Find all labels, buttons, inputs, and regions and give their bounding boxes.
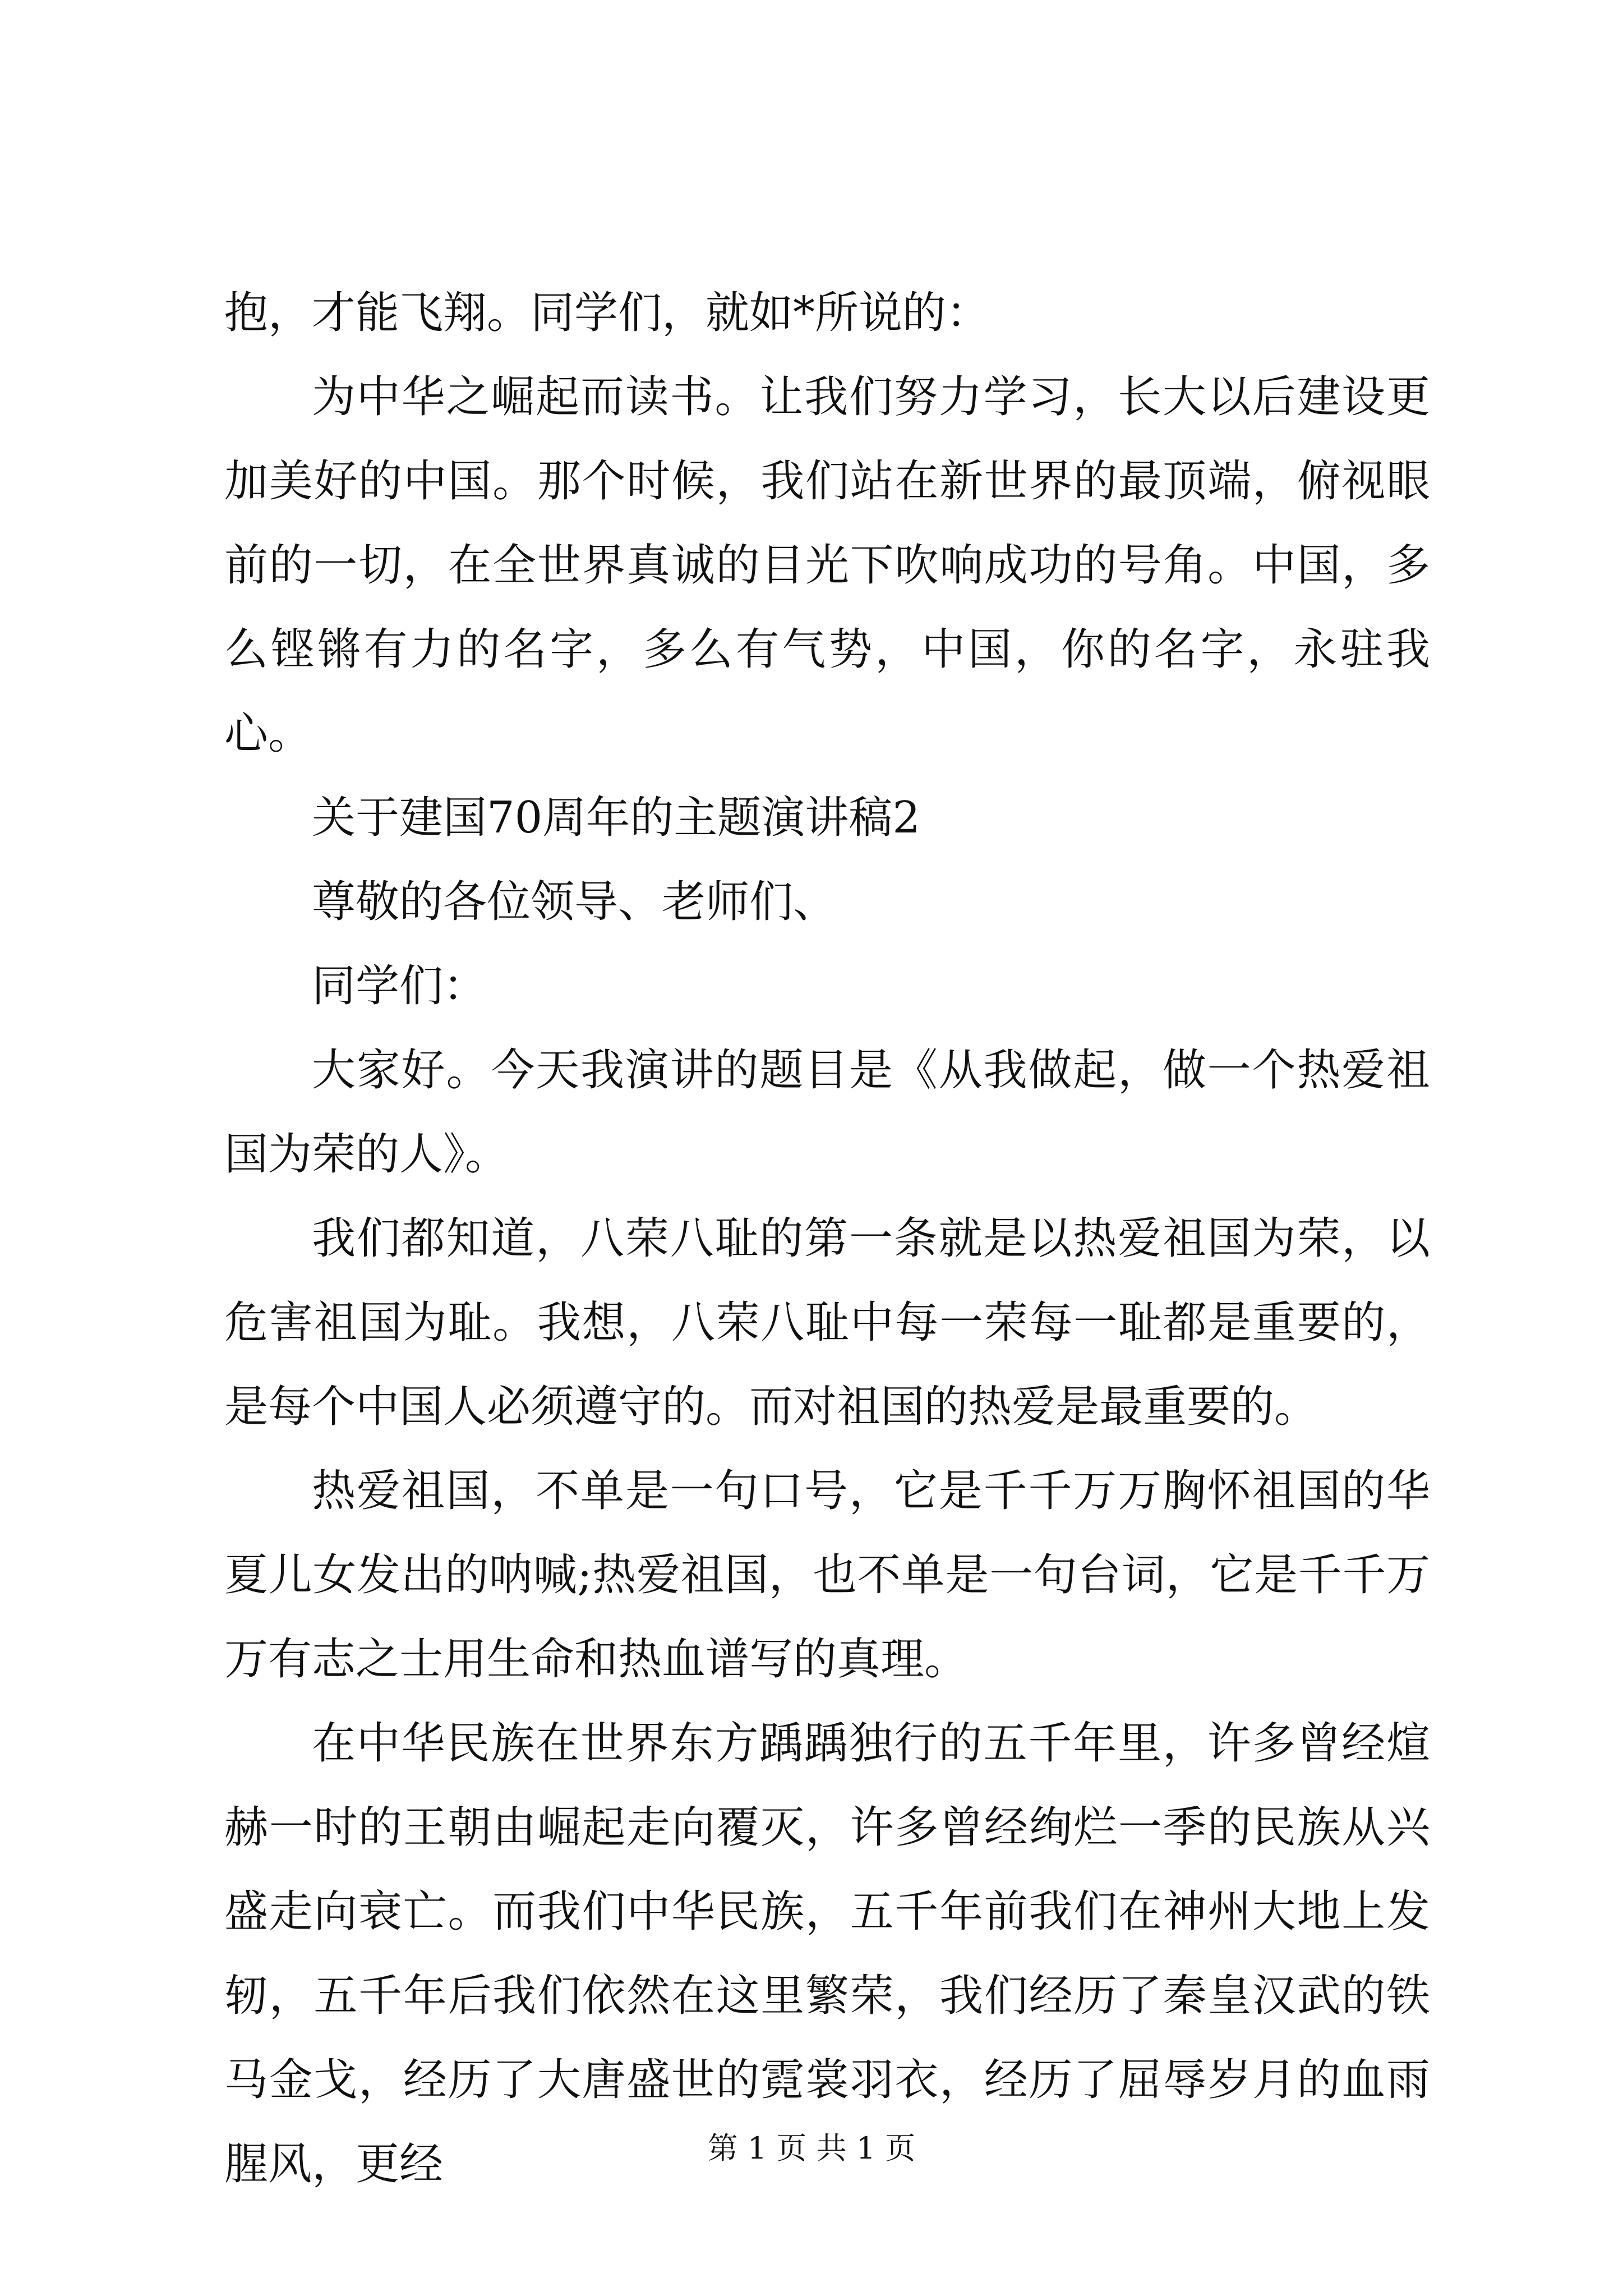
salutation-leaders: 尊敬的各位领导、老师们、 <box>312 877 837 927</box>
paragraph-reading-for-china: 为中华之崛起而读书。让我们努力学习，长大以后建设更加美好的中国。那个时候，我们站在新世界的最顶端，俯视眼前的一切，在全世界真诚的目光下吹响成功的号角。中国，多么铿锵有力的名字，多么有气势，中国，你的名字，永驻我心。 <box>224 372 1430 759</box>
paragraph-love-motherland: 热爱祖国，不单是一句口号，它是千千万万胸怀祖国的华夏儿女发出的呐喊;热爱祖国，也不单是一句台词，它是千千万万有志之士用生命和热血谱写的真理。 <box>224 1466 1430 1685</box>
paragraph-five-thousand-years: 在中华民族在世界东方踽踽独行的五千年里，许多曾经煊赫一时的王朝由崛起走向覆灭，许多曾经绚烂一季的民族从兴盛走向衰亡。而我们中华民族，五千年前我们在神州大地上发轫，五千年后我们依然在这里繁荣，我们经历了秦皇汉武的铁马金戈，经历了大唐盛世的霓裳羽衣，经历了屈辱岁月的血雨腥风，更经 <box>224 1718 1430 2189</box>
paragraph-eight-honors: 我们都知道，八荣八耻的第一条就是以热爱祖国为荣，以危害祖国为耻。我想，八荣八耻中每一荣每一耻都是重要的，是每个中国人必须遵守的。而对祖国的热爱是最重要的。 <box>224 1213 1430 1432</box>
body-text <box>224 271 1430 2206</box>
paragraph-greeting: 大家好。今天我演讲的题目是《从我做起，做一个热爱祖国为荣的人》。 <box>224 1045 1430 1180</box>
paragraph-continuation: 抱，才能飞翔。同学们，就如*所说的： <box>224 288 990 338</box>
speech-title: 关于建国70周年的主题演讲稿2 <box>312 793 920 843</box>
salutation-students: 同学们： <box>312 961 487 1011</box>
page-footer: 第 1 页 共 1 页 <box>707 2131 916 2166</box>
